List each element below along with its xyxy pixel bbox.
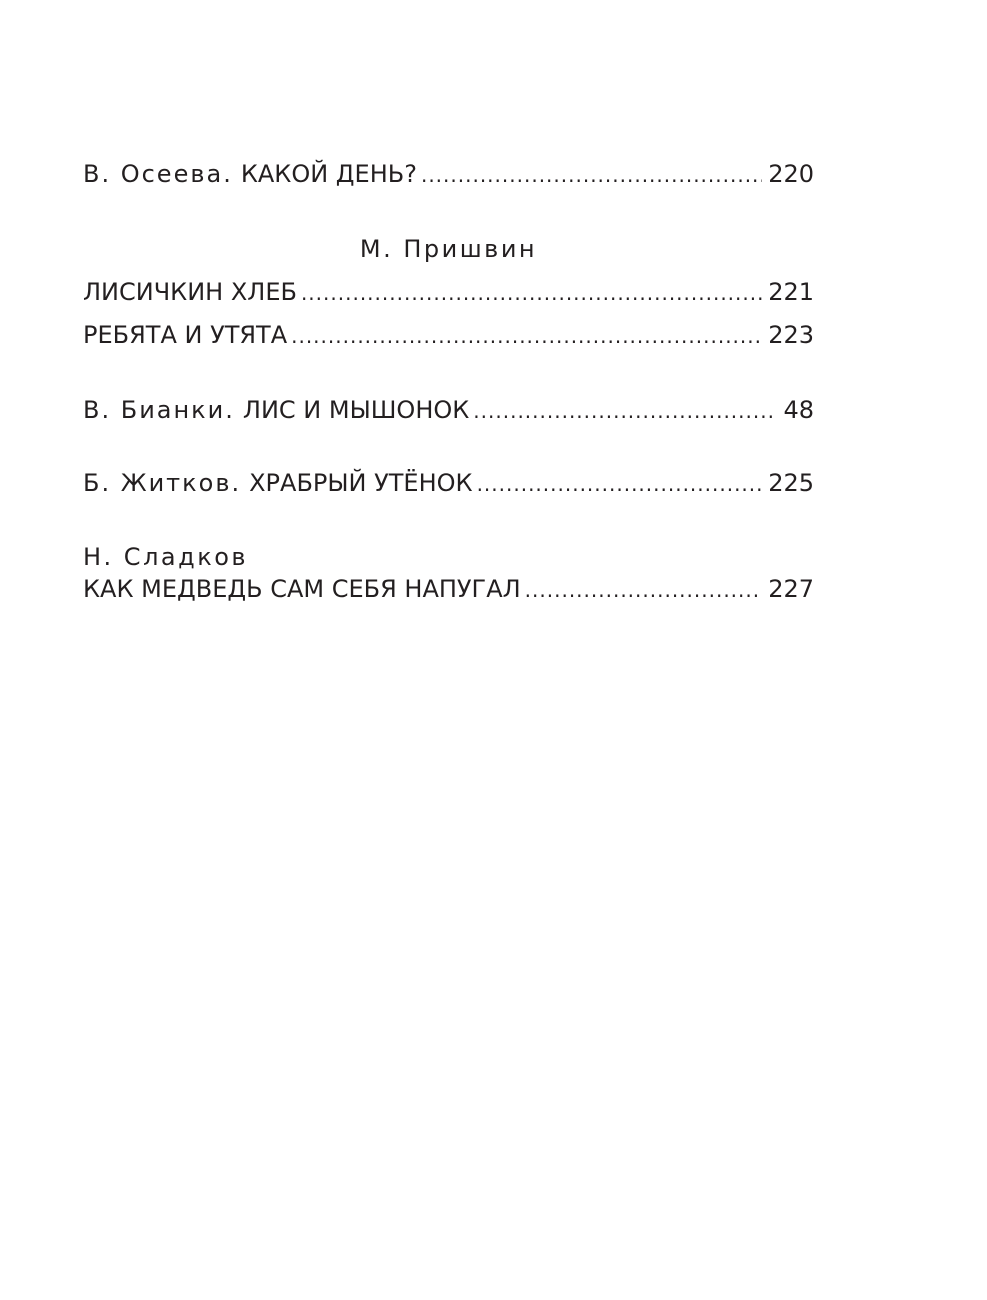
entry-page-number: 227 bbox=[768, 575, 814, 603]
entry-title: ЛИС И МЫШОНОК bbox=[242, 396, 470, 424]
entry-page-number: 225 bbox=[768, 469, 814, 497]
toc-entry-zhitkov[interactable] bbox=[83, 466, 814, 500]
entry-title: КАКОЙ ДЕНЬ? bbox=[240, 160, 417, 188]
entry-title: КАК МЕДВЕДЬ САМ СЕБЯ НАПУГАЛ bbox=[83, 575, 521, 603]
entry-page-number: 223 bbox=[768, 321, 814, 349]
dot-leader bbox=[301, 276, 762, 309]
toc-entry-rebyata-i-utyata[interactable] bbox=[83, 318, 814, 352]
entry-author: В. Бианки. bbox=[83, 396, 235, 424]
toc-entry-lisichkin-khleb[interactable] bbox=[83, 275, 814, 309]
entry-author: В. Осеева. bbox=[83, 160, 233, 188]
entry-author: Б. Житков. bbox=[83, 469, 242, 497]
dot-leader bbox=[525, 573, 763, 606]
dot-leader bbox=[477, 467, 763, 500]
toc-entry-oseeva[interactable] bbox=[83, 157, 814, 191]
author-heading-prishvin: М. Пришвин bbox=[359, 235, 538, 263]
entry-page-number: 220 bbox=[768, 160, 814, 188]
entry-title: ХРАБРЫЙ УТЁНОК bbox=[249, 469, 473, 497]
dot-leader bbox=[421, 158, 762, 191]
dot-leader bbox=[291, 319, 762, 352]
entry-page-number: 221 bbox=[768, 278, 814, 306]
entry-title: РЕБЯТА И УТЯТА bbox=[83, 321, 288, 349]
toc-entry-bianki[interactable] bbox=[83, 393, 814, 427]
toc-entry-kak-medved[interactable] bbox=[83, 572, 814, 606]
entry-page-number: 48 bbox=[783, 396, 814, 424]
author-heading-sladkov: Н. Сладков bbox=[83, 543, 249, 571]
entry-title: ЛИСИЧКИН ХЛЕБ bbox=[83, 278, 297, 306]
dot-leader bbox=[473, 394, 777, 427]
